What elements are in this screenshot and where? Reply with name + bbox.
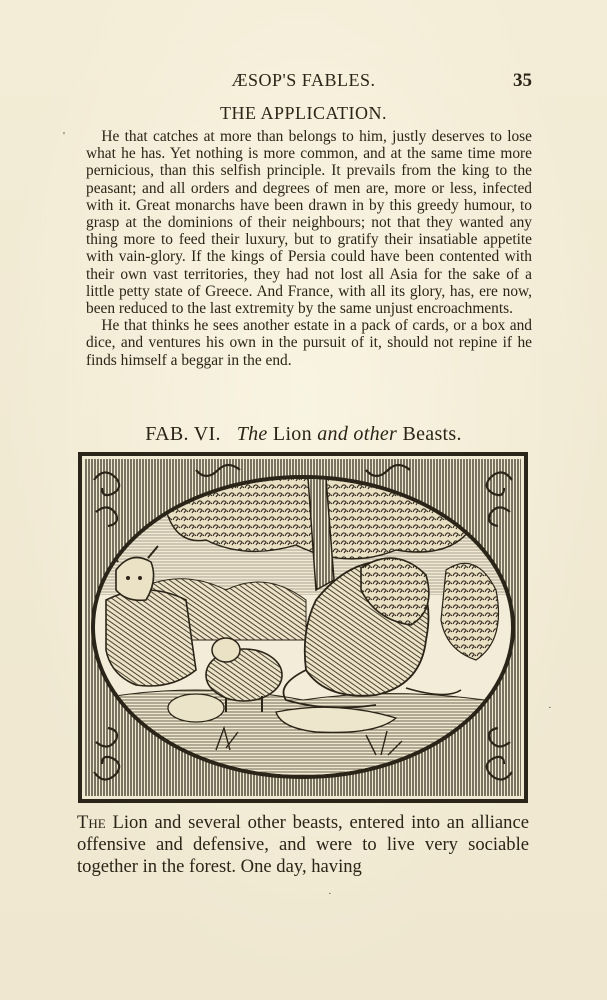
fable-title-word-2: Beasts. [402,423,462,445]
fable-opening-word: The [77,812,106,833]
page-speck: ' [63,130,65,142]
fable-title-italic-1: The [236,423,268,445]
page-number: 35 [513,70,532,91]
running-title: ÆSOP'S FABLES. [231,70,376,90]
fable-text [77,812,529,878]
application-paragraph-1: He that catches at more than belongs to him, justly deserves to lose what he has. Yet nothing is more common, and at the same time more pernicious, than this selfish principle. It prevails from the king to the peasant; and all orders and degrees of men are, more or less, infected with it. Great monarchs have been drawn in by this greedy humour, to grasp at the dominions of their neighbours; not that they wanted any thing more to feed their luxury, but to gratify their insatiable appetite with vain-glory. If the kings of Persia could have been contented with their own vast territories, they had not lost all Asia for the sake of a little petty state of Greece. And France, with all its glory, has, ere now, been reduced to the last extremity by the same unjust encroachments. [86,128,532,318]
fable-heading [0,423,607,446]
page-speck: · [548,702,552,714]
application-text [86,128,532,369]
page-speck: · [328,888,332,900]
fable-opening-text: Lion and several other beasts, entered into an alliance offensive and defensive, and were to live very sociable together in the forest. One day, having [77,812,529,877]
fable-paragraph [77,812,529,878]
woodcut-svg [76,450,530,805]
woodcut-illustration [76,450,530,805]
application-paragraph-2: He that thinks he sees another estate in a pack of cards, or a box and dice, and ventures his own in the pursuit of it, should not repine if he finds himself a beggar in the end. [86,317,532,369]
application-heading: THE APPLICATION. [219,103,387,123]
fable-title-word-1: Lion [272,423,312,445]
fable-title-italic-2: and other [317,423,398,445]
running-head [0,70,607,94]
fable-number: FAB. VI. [145,423,221,445]
